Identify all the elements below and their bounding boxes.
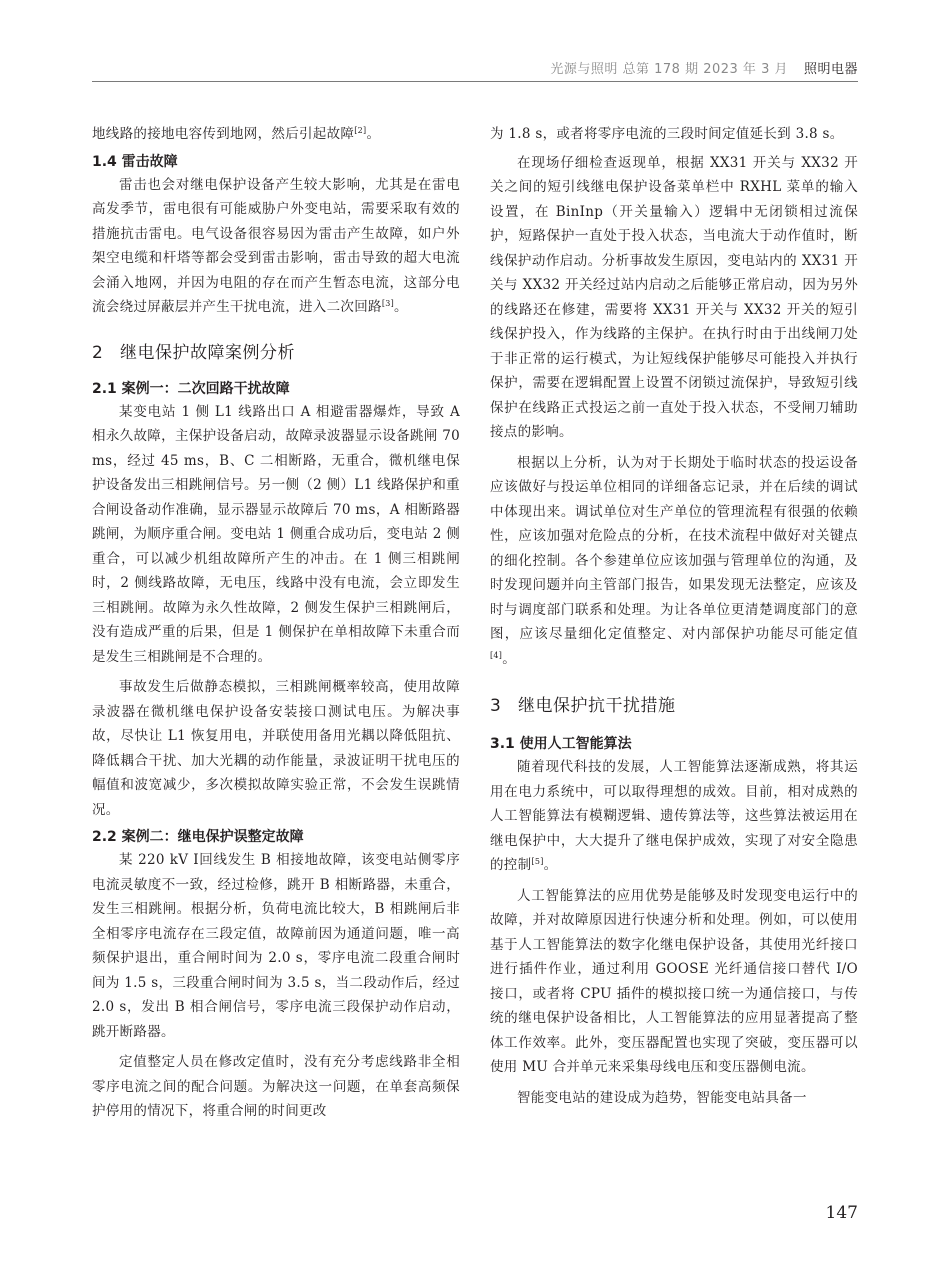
paragraph: 在现场仔细检查返现单，根据 XX31 开关与 XX32 开关之间的短引线继电保护设备菜单栏中 RXHL 菜单的输入设置，在 BinInp（开关量输入）逻辑中无闭锁相过流保护，短路保护一直处于投入状态，当电流大于动作值时，断线保护动作启动。分析事故发生原因，变电站内的 XX31 开关与 XX32 开关经过站内启动之后能够正常启动，因为另外的线路还在修建，需要将 XX31 开关与 XX32 开关的短引线保护投入，作为线路的主保护。在执行时由于出线闸刀处于非正常的运行模式，为让短线保护能够尽可能投入并执行保护，需要在逻辑配置上设置不闭锁过流保护，导致短引线保护在线路正式投运之前一直处于投入状态，不受闸刀辅助接点的影响。 (490, 154, 858, 440)
right-column (490, 122, 858, 1110)
header-rule (92, 81, 858, 82)
heading-section-3 (490, 693, 858, 719)
paragraph: 人工智能算法的应用优势是能够及时发现变电运行中的故障，并对故障原因进行快速分析和处理。例如，可以使用基于人工智能算法的数字化继电保护设备，其使用光纤接口进行插件作业，通过利用 GOOSE 光纤通信接口替代 I/O 接口，或者将 CPU 插件的模拟接口统一为通信接口，与传统的继电保护设备相比，人工智能算法的应用显著提高了整体工作效率。此外，变压器配置也实现了突破，变压器可以使用 MU 合并单元来采集母线电压和变压器侧电流。 (490, 887, 858, 1075)
heading-3-1: 3.1 使用人工智能算法 (490, 736, 632, 752)
paragraph: 地线路的接地电容传到地网，然后引起故障[2]。 (92, 126, 381, 142)
heading-section-2 (92, 340, 460, 366)
section-number: 2 (92, 342, 104, 363)
heading-1-4: 1.4 雷击故障 (92, 153, 178, 170)
paragraph: 为 1.8 s，或者将零序电流的三段时间定值延长到 3.8 s。 (490, 126, 844, 142)
heading-2-1: 2.1 案例一：二次回路干扰故障 (92, 380, 290, 397)
section-name: 照明电器 (803, 62, 858, 77)
journal-info: 光源与照明 总第 178 期 2023 年 3 月 (550, 62, 788, 77)
paragraph: 随着现代科技的发展，人工智能算法逐渐成熟，将其运用在电力系统中，可以取得理想的成效。目前，相对成熟的人工智能算法有模糊逻辑、遗传算法等，这些算法被运用在继电保护中，大大提升了继电保护成效，实现了对安全隐患的控制[5]。 (490, 759, 858, 873)
paragraph: 某 220 kV Ⅰ回线发生 B 相接地故障，该变电站侧零序电流灵敏度不一致，经过检修，跳开 B 相断路器，未重合，发生三相跳闸。根据分析，负荷电流比较大，B 相跳闸后非全相零序电流存在三段定值，故障前因为通道问题，唯一高频保护退出，重合闸时间为 2.0 s，零序电流二段重合闸时间为 1.5 s，三段重合闸时间为 3.5 s，当二段动作后，经过 2.0 s，发出 B 相合闸信号，零序电流三段保护动作启动，跳开断路器。 (92, 852, 460, 1040)
paragraph: 事故发生后做静态模拟，三相跳闸概率较高，使用故障录波器在微机继电保护设备安装接口测试电压。为解决事故，尽快让 L1 恢复用电，并联使用备用光耦以降低阻抗、降低耦合干扰、加大光耦的动作能量，录波证明干扰电压的幅值和波宽减少，多次模拟故障实验正常，不会发生误跳情况。 (92, 679, 460, 818)
citation: [2] (354, 126, 367, 135)
section-title: 继电保护抗干扰措施 (518, 696, 676, 716)
paragraph: 根据以上分析，认为对于长期处于临时状态的投运设备应该做好与投运单位相同的详细备忘记录，并在后续的调试中体现出来。调试单位对生产单位的管理流程有很强的依赖性，应该加强对危险点的分析，在技术流程中做好对关键点的细化控制。各个参建单位应该加强与管理单位的沟通，及时发现问题并向主管部门报告，如果发现无法整定，应该及时与调度部门联系和处理。为让各单位更清楚调度部门的意图，应该尽量细化定值整定、对内部保护功能尽可能定值[4]。 (490, 454, 858, 667)
citation: [4] (490, 650, 503, 660)
running-header (92, 58, 858, 80)
paragraph: 雷击也会对继电保护设备产生较大影响，尤其是在雷电高发季节，雷电很有可能威胁户外变电站，需要采取有效的措施抗击雷电。电气设备很容易因为雷击产生故障，如户外架空电缆和杆塔等都会受到雷击影响，雷击导致的超大电流会涌入地网，并因为电阻的存在而产生暂态电流，这部分电流会绕过屏蔽层并产生干扰电流，进入二次回路[3]。 (92, 176, 460, 315)
section-title: 继电保护故障案例分析 (120, 342, 295, 363)
paragraph: 某变电站 1 侧 L1 线路出口 A 相避雷器爆炸，导致 A 相永久故障，主保护设备启动，故障录波器显示设备跳闸 70 ms，经过 45 ms，B、C 二相断路，无重合，微机继电保护设备发出三相跳闸信号。另一侧（2 侧）L1 线路保护和重合闸设备动作准确，显示器显示故障后 70 ms，A 相断路器跳闸，为顺序重合闸。变电站 1 侧重合成功后，变电站 2 侧重合，可以减少机组故障所产生的冲击。在 1 侧三相跳闸时，2 侧线路故障，无电压，线路中没有电流，会立即发生三相跳闸。故障为永久性故障，2 侧发生保护三相跳闸后，没有造成严重的后果，但是 1 侧保护在单相故障下未重合而是发生三相跳闸是不合理的。 (92, 403, 460, 665)
citation: [3] (381, 299, 395, 308)
page-number: 147 (825, 1203, 858, 1223)
header-text (550, 58, 858, 77)
heading-2-2: 2.2 案例二：继电保护误整定故障 (92, 829, 304, 845)
paragraph: 智能变电站的建设成为趋势，智能变电站具备一 (517, 1089, 807, 1106)
paragraph: 定值整定人员在修改定值时，没有充分考虑线路非全相零序电流之间的配合问题。为解决这一问题，在单套高频保护停用的情况下，将重合闸的时间更改 (92, 1054, 460, 1119)
citation: [5] (531, 857, 544, 866)
left-column (92, 122, 460, 1124)
section-number: 3 (490, 696, 502, 716)
